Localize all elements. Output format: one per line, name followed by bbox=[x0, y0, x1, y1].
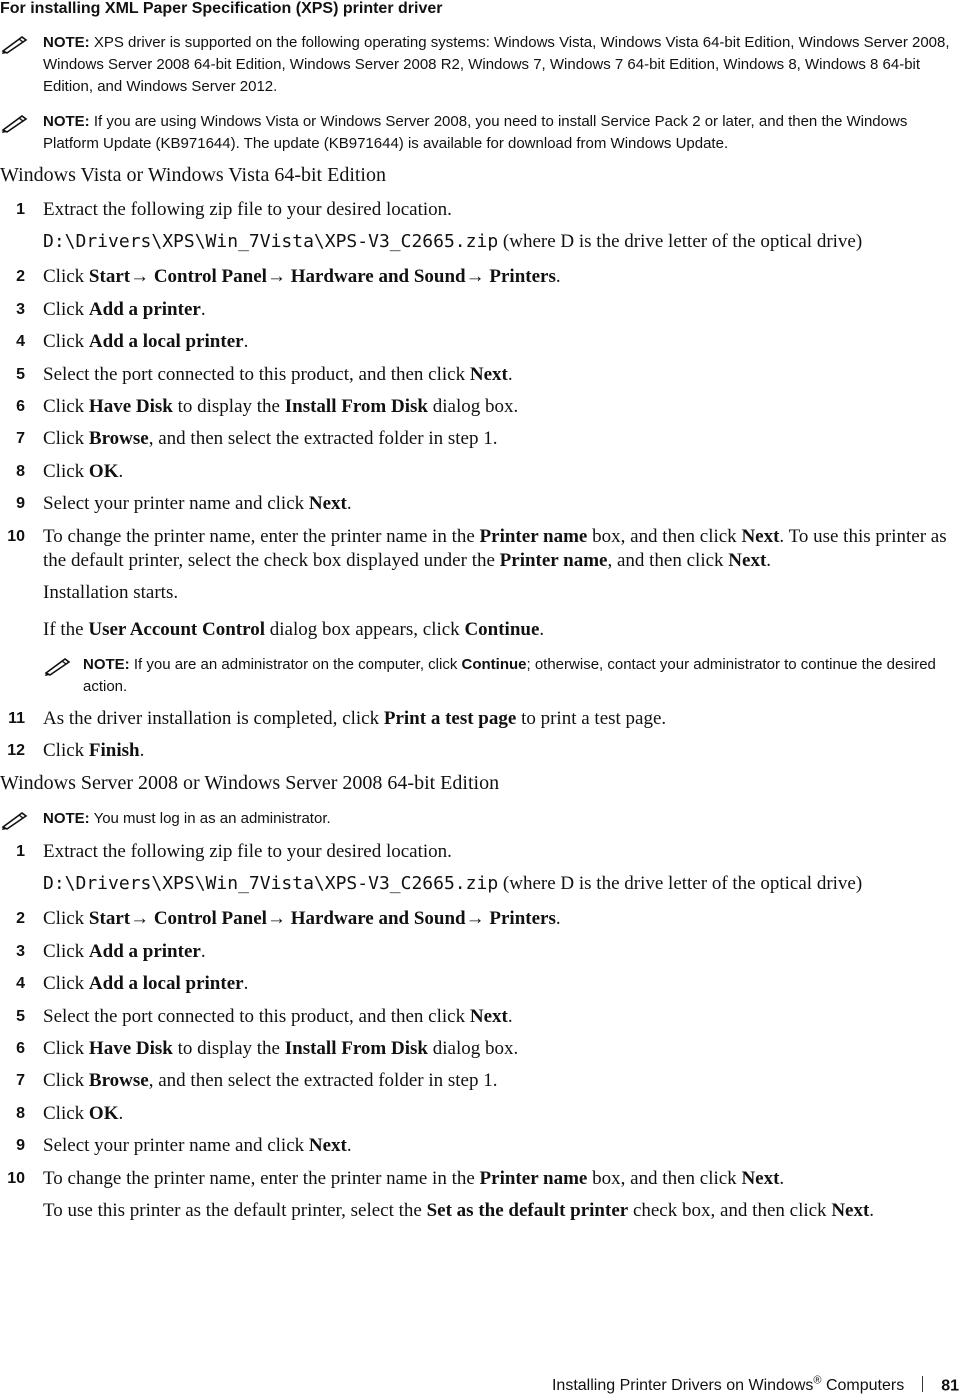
server-step-2: 2 Click Start→ Control Panel→ Hardware and Sound→ Printers. bbox=[16, 908, 561, 929]
footer-divider bbox=[922, 1376, 923, 1392]
note-text: If you are using Windows Vista or Windows Server 2008, you need to install Service Pack 2 or later, and then the Windows Platform Update (KB971644). The update (KB971644) is available for download from Windows Update. bbox=[43, 113, 908, 152]
server-step-9: 9 Select your printer name and click Next. bbox=[16, 1135, 352, 1156]
pencil-note-icon bbox=[0, 810, 30, 830]
default-printer-instruction: To use this printer as the default printer, select the Set as the default printer check box, and then click Next. bbox=[43, 1200, 875, 1221]
vista-step-10: 10 To change the printer name, enter the printer name in the Printer name box, and then click Next. To use this printer as the default printer, select the check box displayed under the Printer name, and then click Next. bbox=[7, 526, 947, 571]
note-login: NOTE: You must log in as an administrator. bbox=[0, 808, 965, 830]
pencil-note-icon bbox=[0, 34, 30, 54]
server-step-8: 8 Click OK. bbox=[16, 1103, 124, 1124]
vista-zip-path: D:\Drivers\XPS\Win_7Vista\XPS-V3_C2665.zip (where D is the drive letter of the optical drive) bbox=[43, 231, 863, 252]
vista-step-5: 5 Select the port connected to this product, and then click Next. bbox=[16, 364, 513, 385]
vista-step-9: 9 Select your printer name and click Next. bbox=[16, 493, 352, 514]
zip-path: D:\Drivers\XPS\Win_7Vista\XPS-V3_C2665.zip bbox=[43, 231, 499, 252]
vista-step-2: 2 Click Start→ Control Panel→ Hardware and Sound→ Printers. bbox=[16, 266, 561, 287]
server-step-10: 10 To change the printer name, enter the printer name in the Printer name box, and then click Next. bbox=[7, 1168, 785, 1189]
pencil-note-icon bbox=[0, 113, 30, 133]
server-step-4: 4 Click Add a local printer. bbox=[16, 973, 249, 994]
vista-step-8: 8 Click OK. bbox=[16, 461, 124, 482]
note-service-pack bbox=[0, 111, 965, 155]
vista-step-11: 11 As the driver installation is completed, click Print a test page to print a test page. bbox=[8, 708, 667, 729]
page-footer bbox=[552, 1375, 959, 1395]
server-zip-path: D:\Drivers\XPS\Win_7Vista\XPS-V3_C2665.zip (where D is the drive letter of the optical drive) bbox=[43, 873, 863, 894]
vista-step-7: 7 Click Browse, and then select the extracted folder in step 1. bbox=[16, 428, 498, 449]
vista-step-4: 4 Click Add a local printer. bbox=[16, 331, 249, 352]
heading-vista: Windows Vista or Windows Vista 64-bit Edition bbox=[0, 164, 386, 186]
note-admin: NOTE: If you are an administrator on the computer, click Continue; otherwise, contact your administrator to continue the desired action. bbox=[43, 654, 968, 698]
vista-step-6: 6 Click Have Disk to display the Install From Disk dialog box. bbox=[16, 396, 519, 417]
note-label: NOTE: bbox=[43, 113, 90, 130]
server-step-5: 5 Select the port connected to this product, and then click Next. bbox=[16, 1006, 513, 1027]
note-label: NOTE: bbox=[43, 34, 90, 51]
heading-server: Windows Server 2008 or Windows Server 2008 64-bit Edition bbox=[0, 772, 500, 794]
vista-step-3: 3 Click Add a printer. bbox=[16, 299, 206, 320]
step-number: 1 bbox=[16, 201, 25, 218]
server-step-7: 7 Click Browse, and then select the extracted folder in step 1. bbox=[16, 1070, 498, 1091]
vista-step-1: 1 Extract the following zip file to your desired location. bbox=[0, 198, 960, 222]
server-step-3: 3 Click Add a printer. bbox=[16, 941, 206, 962]
installation-starts: Installation starts. bbox=[43, 582, 179, 603]
note-os-support bbox=[0, 32, 965, 98]
pencil-note-icon bbox=[43, 656, 73, 676]
server-step-6: 6 Click Have Disk to display the Install From Disk dialog box. bbox=[16, 1038, 519, 1059]
uac-instruction: If the User Account Control dialog box appears, click Continue. bbox=[43, 619, 545, 640]
note-text: XPS driver is supported on the following operating systems: Windows Vista, Windows Vista 64-bit Edition, Windows Server 2008, Windows Server 2008 64-bit Edition, Windows Server 2008 R2, Windows 7, Windows 7 64-bit Edition, Windows 8, Windows 8 64-bit Edition, and Windows Server 2012. bbox=[43, 34, 950, 95]
section-title: For installing XML Paper Specification (XPS) printer driver bbox=[0, 0, 443, 17]
footer-chapter: Installing Printer Drivers on Windows® Computers bbox=[551, 1375, 905, 1395]
page-number: 81 bbox=[941, 1377, 959, 1395]
vista-step-12: 12 Click Finish. bbox=[7, 740, 145, 761]
server-step-1: 1 Extract the following zip file to your desired location. bbox=[16, 841, 452, 862]
